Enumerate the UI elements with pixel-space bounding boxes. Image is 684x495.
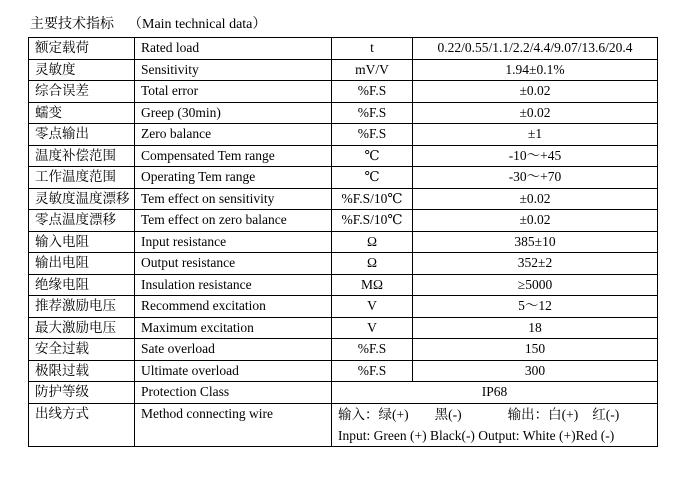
param-unit: V — [332, 296, 413, 318]
param-name-cn: 出线方式 — [29, 403, 135, 446]
technical-data-table — [28, 37, 658, 447]
param-name-cn: 灵敏度 — [29, 59, 135, 81]
param-value: -30～+70 — [413, 167, 658, 189]
param-name-en: Total error — [135, 81, 332, 103]
param-value: 385±10 — [413, 231, 658, 253]
param-name-en: Input resistance — [135, 231, 332, 253]
table-row — [29, 102, 658, 124]
table-row-wiring — [29, 403, 658, 446]
param-name-en: Sate overload — [135, 339, 332, 361]
param-name-en: Output resistance — [135, 253, 332, 275]
table-row — [29, 253, 658, 275]
table-row — [29, 210, 658, 232]
param-unit: V — [332, 317, 413, 339]
param-name-cn: 零点温度漂移 — [29, 210, 135, 232]
param-name-en: Ultimate overload — [135, 360, 332, 382]
param-name-en: Recommend excitation — [135, 296, 332, 318]
param-value: ≥5000 — [413, 274, 658, 296]
table-row — [29, 231, 658, 253]
table-row — [29, 81, 658, 103]
param-name-cn: 绝缘电阻 — [29, 274, 135, 296]
param-name-en: Sensitivity — [135, 59, 332, 81]
table-row — [29, 38, 658, 60]
param-unit: %F.S/10℃ — [332, 188, 413, 210]
param-name-cn: 蠕变 — [29, 102, 135, 124]
param-name-cn: 防护等级 — [29, 382, 135, 404]
param-unit: MΩ — [332, 274, 413, 296]
param-unit: %F.S — [332, 81, 413, 103]
table-row — [29, 360, 658, 382]
table-row — [29, 167, 658, 189]
heading-en: （Main technical data） — [128, 17, 267, 32]
param-unit: %F.S — [332, 360, 413, 382]
table-row — [29, 124, 658, 146]
param-name-en: Tem effect on sensitivity — [135, 188, 332, 210]
param-value: 300 — [413, 360, 658, 382]
param-name-cn: 推荐激励电压 — [29, 296, 135, 318]
param-name-cn: 极限过载 — [29, 360, 135, 382]
param-name-cn: 安全过载 — [29, 339, 135, 361]
param-name-en: Method connecting wire — [135, 403, 332, 446]
param-value: 1.94±0.1% — [413, 59, 658, 81]
param-value: 5～12 — [413, 296, 658, 318]
param-name-cn: 灵敏度温度漂移 — [29, 188, 135, 210]
param-value: 18 — [413, 317, 658, 339]
param-name-cn: 最大激励电压 — [29, 317, 135, 339]
param-name-en: Operating Tem range — [135, 167, 332, 189]
wiring-cn-input: 输入：绿(+) — [338, 406, 409, 422]
table-row — [29, 339, 658, 361]
param-name-cn: 综合误差 — [29, 81, 135, 103]
param-unit: ℃ — [332, 167, 413, 189]
table-row-protection — [29, 382, 658, 404]
wiring-cn-output: 输出：白(+) — [507, 406, 579, 422]
table-row — [29, 59, 658, 81]
wiring-cn-line — [338, 404, 651, 425]
protection-value: IP68 — [332, 382, 658, 404]
param-unit: %F.S — [332, 339, 413, 361]
param-unit: ℃ — [332, 145, 413, 167]
table-row — [29, 188, 658, 210]
param-value: ±0.02 — [413, 188, 658, 210]
wiring-cn-input-black: 黑(-) — [434, 406, 462, 422]
wiring-value — [332, 403, 658, 446]
param-unit: mV/V — [332, 59, 413, 81]
wiring-cn-output-red: 红(-) — [592, 406, 620, 422]
param-value: ±0.02 — [413, 210, 658, 232]
table-row — [29, 296, 658, 318]
param-name-en: Rated load — [135, 38, 332, 60]
param-value: 0.22/0.55/1.1/2.2/4.4/9.07/13.6/20.4 — [413, 38, 658, 60]
param-name-en: Insulation resistance — [135, 274, 332, 296]
param-name-en: Greep (30min) — [135, 102, 332, 124]
param-value: ±0.02 — [413, 81, 658, 103]
param-unit: %F.S — [332, 102, 413, 124]
section-heading — [30, 16, 266, 34]
param-value: 150 — [413, 339, 658, 361]
param-name-en: Compensated Tem range — [135, 145, 332, 167]
param-unit: Ω — [332, 231, 413, 253]
param-name-cn: 额定载荷 — [29, 38, 135, 60]
param-name-cn: 输入电阻 — [29, 231, 135, 253]
param-name-cn: 温度补偿范围 — [29, 145, 135, 167]
param-name-en: Tem effect on zero balance — [135, 210, 332, 232]
table-row — [29, 145, 658, 167]
table-row — [29, 274, 658, 296]
param-unit: %F.S — [332, 124, 413, 146]
param-unit: t — [332, 38, 413, 60]
param-value: 352±2 — [413, 253, 658, 275]
param-name-en: Maximum excitation — [135, 317, 332, 339]
param-value: ±1 — [413, 124, 658, 146]
wiring-en-line: Input: Green (+) Black(-) Output: White (+)Red (-) — [338, 427, 615, 443]
param-name-en: Protection Class — [135, 382, 332, 404]
param-unit: %F.S/10℃ — [332, 210, 413, 232]
param-value: -10～+45 — [413, 145, 658, 167]
param-unit: Ω — [332, 253, 413, 275]
param-value: ±0.02 — [413, 102, 658, 124]
param-name-cn: 零点输出 — [29, 124, 135, 146]
table-row — [29, 317, 658, 339]
heading-cn: 主要技术指标 — [30, 17, 114, 32]
param-name-cn: 工作温度范围 — [29, 167, 135, 189]
param-name-cn: 输出电阻 — [29, 253, 135, 275]
param-name-en: Zero balance — [135, 124, 332, 146]
